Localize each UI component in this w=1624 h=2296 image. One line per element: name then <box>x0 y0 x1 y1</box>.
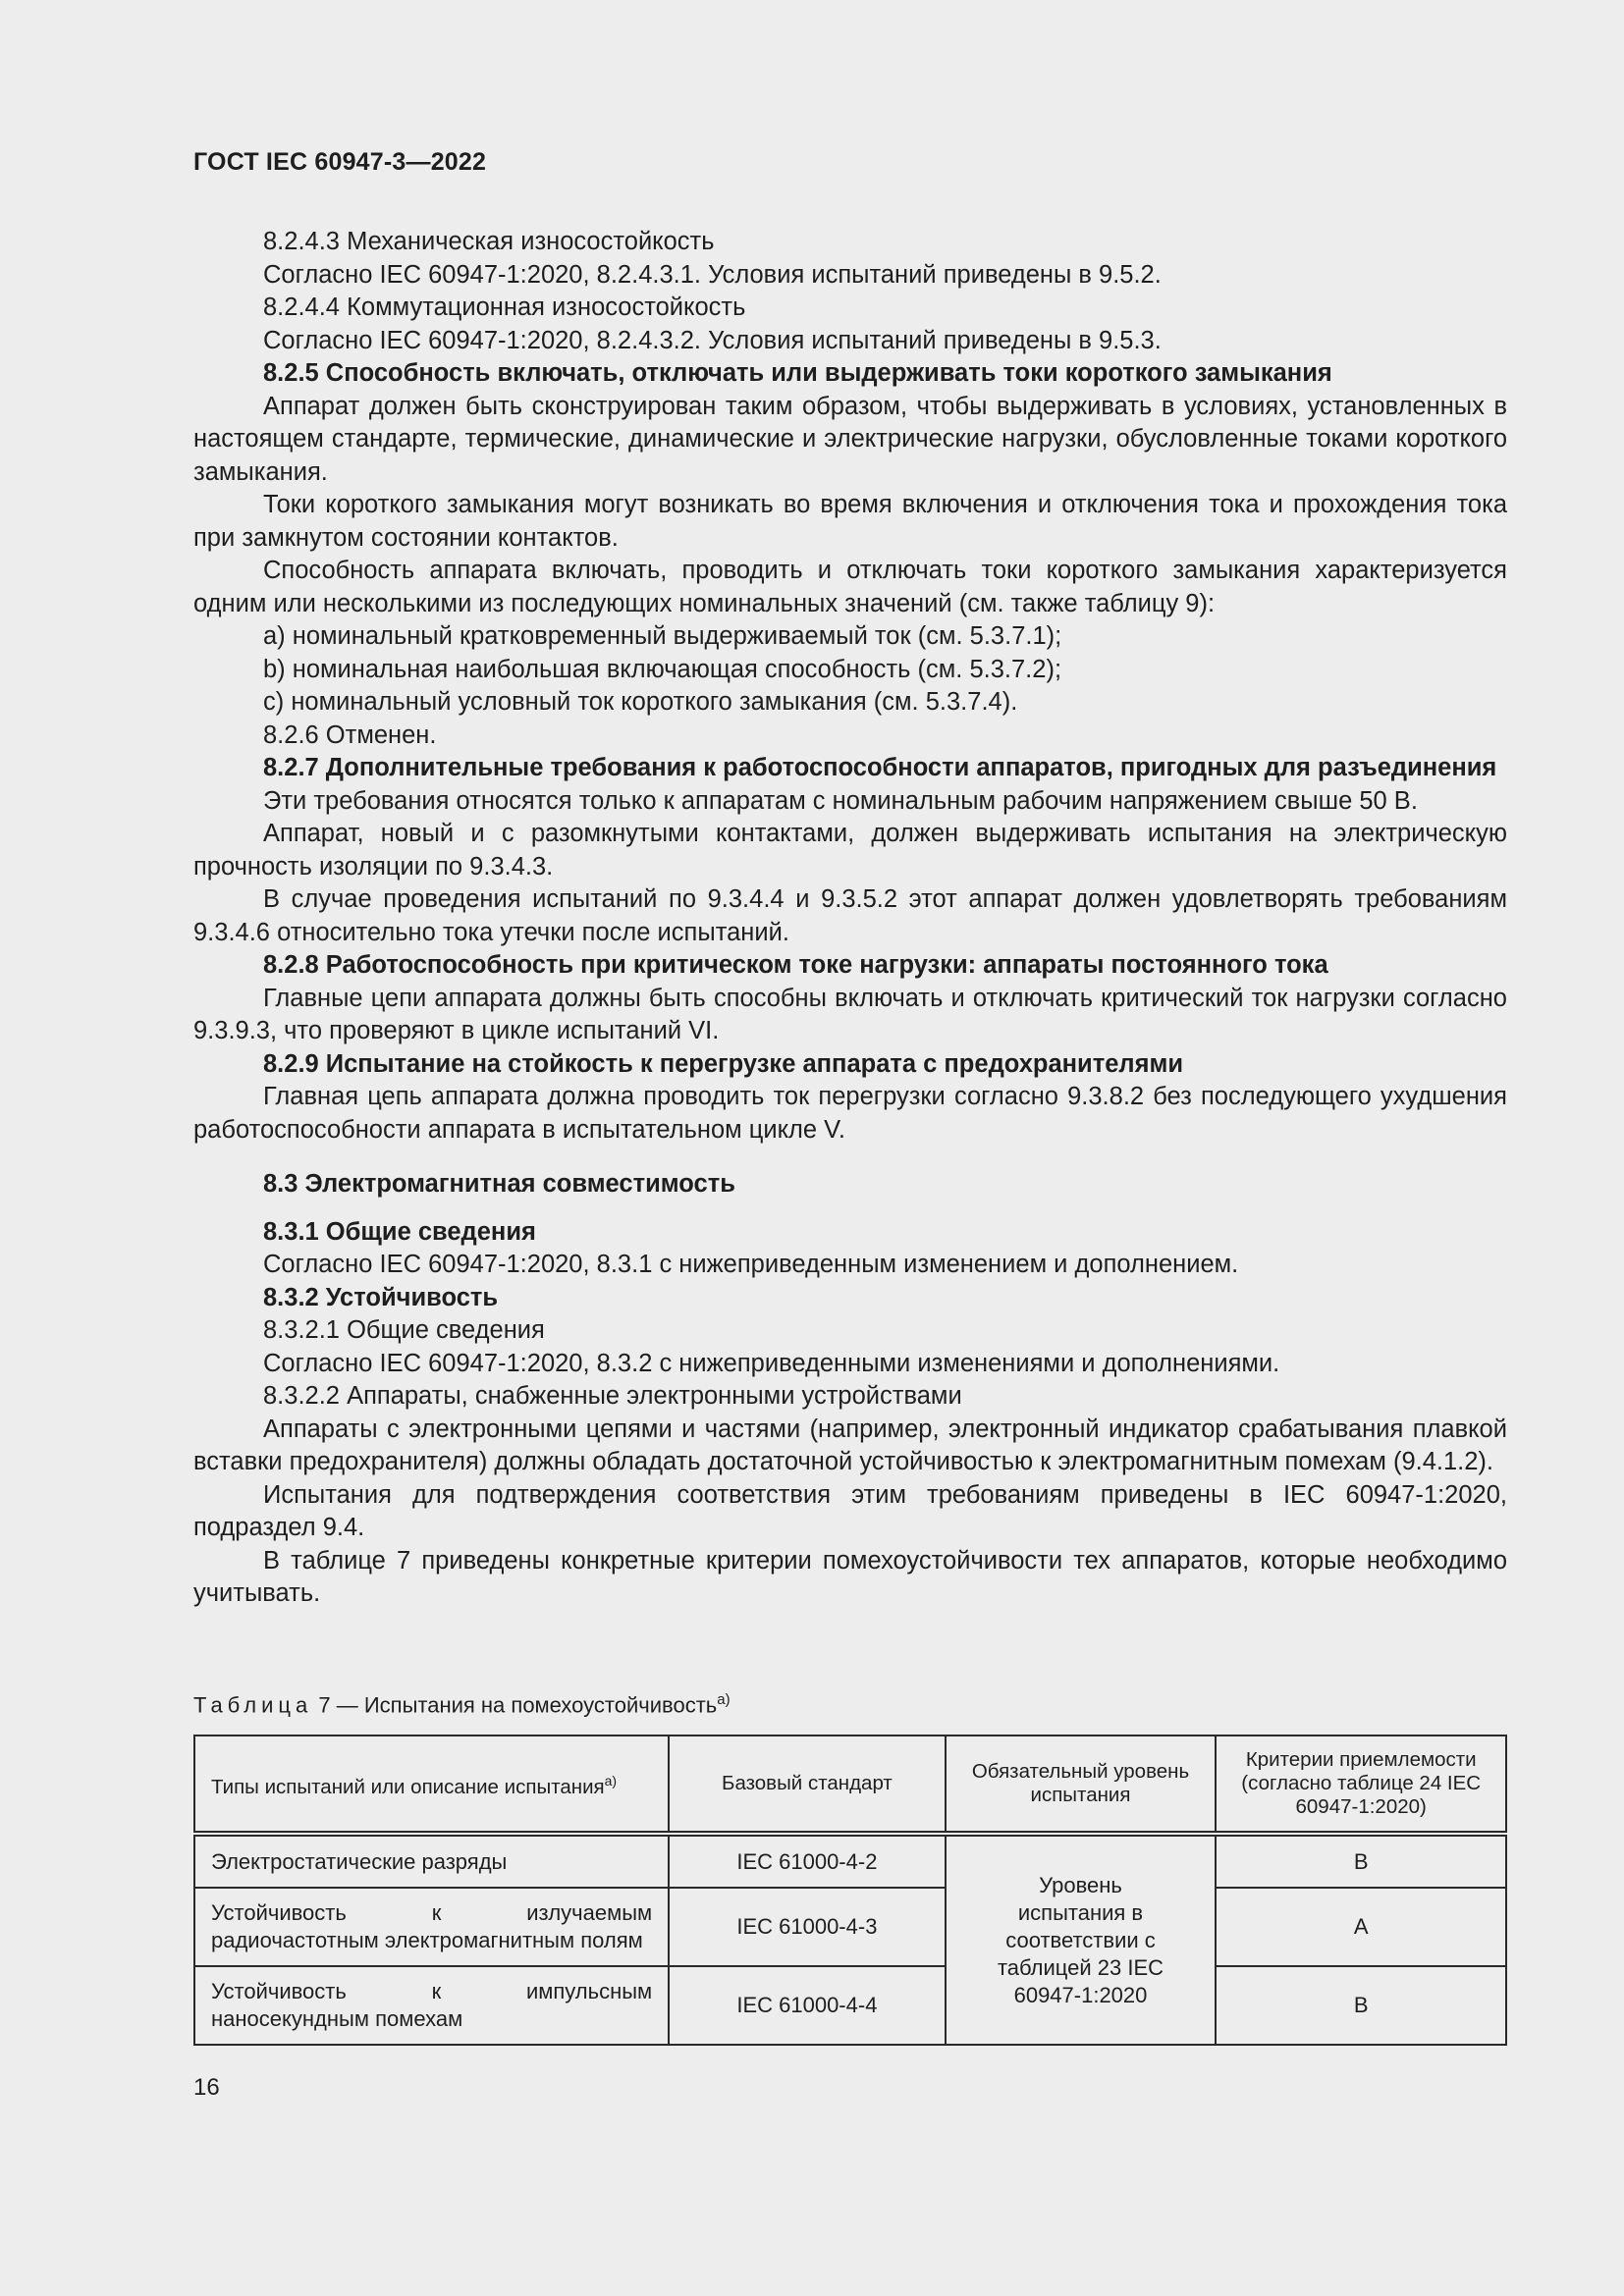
header-acceptance-criteria: Критерии приемлемости (согласно таблице 24 IEC 60947-1:2020) <box>1216 1735 1506 1834</box>
clause-8-3-1-heading: 8.3.1 Общие сведения <box>263 1217 536 1246</box>
paragraph: Аппараты с электронными цепями и частями (например, электронный индикатор срабатывания плавкой вставки предохранителя) должны обладать достаточной устойчивостью к электромагнитным помехам (9.4.1.2). <box>193 1415 1507 1475</box>
table-row <box>194 1834 1506 1888</box>
cell-standard: IEC 61000-4-4 <box>669 1966 945 2045</box>
paragraph: Способность аппарата включать, проводить и отключать токи короткого замыкания характеризуется одним или несколькими из последующих номинальных значений (см. также таблицу 9): <box>193 557 1507 617</box>
cell-standard: IEC 61000-4-2 <box>669 1834 945 1888</box>
table-caption <box>193 1691 731 1718</box>
list-item-a: a) номинальный кратковременный выдерживаемый ток (см. 5.3.7.1); <box>263 622 1062 650</box>
document-header: ГОСТ IEC 60947-3—2022 <box>193 148 487 176</box>
paragraph: Эти требования относятся только к аппаратам с номинальным рабочим напряжением свыше 50 В. <box>263 786 1418 815</box>
table-row <box>194 1888 1506 1966</box>
list-item-c: c) номинальный условный ток короткого замыкания (см. 5.3.7.4). <box>263 688 1018 716</box>
cell-test-type: Устойчивость к импульсным наносекундным помехам <box>194 1966 669 2045</box>
table-row <box>194 1966 1506 2045</box>
cell-criteria: A <box>1216 1888 1506 1966</box>
clause-8-2-9-heading: 8.2.9 Испытание на стойкость к перегрузке аппарата с предохранителями <box>263 1049 1184 1078</box>
cell-criteria: B <box>1216 1966 1506 2045</box>
header-test-type: Типы испытаний или описание испытания$^{a)}$ <box>194 1735 669 1834</box>
section-8-3-heading: 8.3 Электромагнитная совместимость <box>263 1170 735 1198</box>
cell-criteria: B <box>1216 1834 1506 1888</box>
cell-standard: IEC 61000-4-3 <box>669 1888 945 1966</box>
table-header-row <box>194 1735 1506 1834</box>
cell-test-level-merged: Уровень испытания в соответствии с таблицей 23 IEC 60947-1:2020 <box>946 1834 1217 2045</box>
paragraph: В случае проведения испытаний по 9.3.4.4 и 9.3.5.2 этот аппарат должен удовлетворять требованиям 9.3.4.6 относительно тока утечки после испытаний. <box>193 885 1507 946</box>
clause-8-2-8-heading: 8.2.8 Работоспособность при критическом токе нагрузки: аппараты постоянного тока <box>263 951 1328 979</box>
paragraph: Испытания для подтверждения соответствия этим требованиям приведены в IEC 60947-1:2020, подраздел 9.4. <box>193 1480 1507 1541</box>
clause-8-3-2-1-title: 8.3.2.1 Общие сведения <box>263 1316 545 1344</box>
paragraph: Согласно IEC 60947-1:2020, 8.3.1 с нижеприведенным изменением и дополнением. <box>263 1251 1239 1278</box>
page-number: 16 <box>193 2074 220 2101</box>
cell-test-type: Электростатические разряды <box>194 1834 669 1888</box>
table-caption-word: Таблица <box>193 1692 313 1718</box>
clause-8-3-2-2-title: 8.3.2.2 Аппараты, снабженные электронными устройствами <box>263 1382 962 1410</box>
clause-8-2-6: 8.2.6 Отменен. <box>263 721 437 749</box>
clause-8-2-4-3-text: Согласно IEC 60947-1:2020, 8.2.4.3.1. Условия испытаний приведены в 9.5.2. <box>263 260 1162 289</box>
list-item-b: b) номинальная наибольшая включающая способность (см. 5.3.7.2); <box>263 655 1062 683</box>
header-test-type-note: a) <box>604 1772 618 1789</box>
paragraph: Токи короткого замыкания могут возникать во время включения и отключения тока и прохождения тока при замкнутом состоянии контактов. <box>193 491 1507 552</box>
clause-8-3-2-heading: 8.3.2 Устойчивость <box>263 1283 499 1311</box>
header-basic-standard: Базовый стандарт <box>669 1735 945 1834</box>
paragraph: Аппарат, новый и с разомкнутыми контактами, должен выдерживать испытания на электрическую прочность изоляции по 9.3.4.3. <box>193 820 1507 881</box>
paragraph: Аппарат должен быть сконструирован таким образом, чтобы выдерживать в условиях, установленных в настоящем стандарте, термические, динамические и электрические нагрузки, обусловленные токами короткого замыкания. <box>193 392 1507 486</box>
table-caption-note: a) <box>717 1691 731 1708</box>
clause-8-2-4-4-title: 8.2.4.4 Коммутационная износостойкость <box>263 294 746 321</box>
paragraph: Согласно IEC 60947-1:2020, 8.3.2 с нижеприведенными изменениями и дополнениями. <box>263 1349 1280 1377</box>
paragraph: Главная цепь аппарата должна проводить ток перегрузки согласно 9.3.8.2 без последующего ухудшения работоспособности аппарата в испытательном цикле V. <box>193 1083 1507 1144</box>
paragraph: Главные цепи аппарата должны быть способны включать и отключать критический ток нагрузки согласно 9.3.9.3, что проверяют в цикле испытаний VI. <box>193 984 1507 1044</box>
header-test-level: Обязательный уровень испытания <box>946 1735 1217 1834</box>
body-text <box>193 226 1507 1611</box>
clause-8-2-5-heading: 8.2.5 Способность включать, отключать или выдерживать токи короткого замыкания <box>263 359 1332 387</box>
clause-8-2-4-3-title: 8.2.4.3 Механическая износостойкость <box>263 228 715 255</box>
clause-8-2-4-4-text: Согласно IEC 60947-1:2020, 8.2.4.3.2. Условия испытаний приведены в 9.5.3. <box>263 326 1162 354</box>
cell-test-type: Устойчивость к излучаемым радиочастотным электромагнитным полям <box>194 1888 669 1966</box>
immunity-tests-table <box>193 1735 1507 2046</box>
table-caption-title: 7 — Испытания на помехоустойчивость <box>312 1692 718 1718</box>
clause-8-2-7-heading: 8.2.7 Дополнительные требования к работоспособности аппаратов, пригодных для разъединения <box>263 754 1497 781</box>
paragraph: В таблице 7 приведены конкретные критерии помехоустойчивости тех аппаратов, которые необходимо учитывать. <box>193 1546 1507 1607</box>
